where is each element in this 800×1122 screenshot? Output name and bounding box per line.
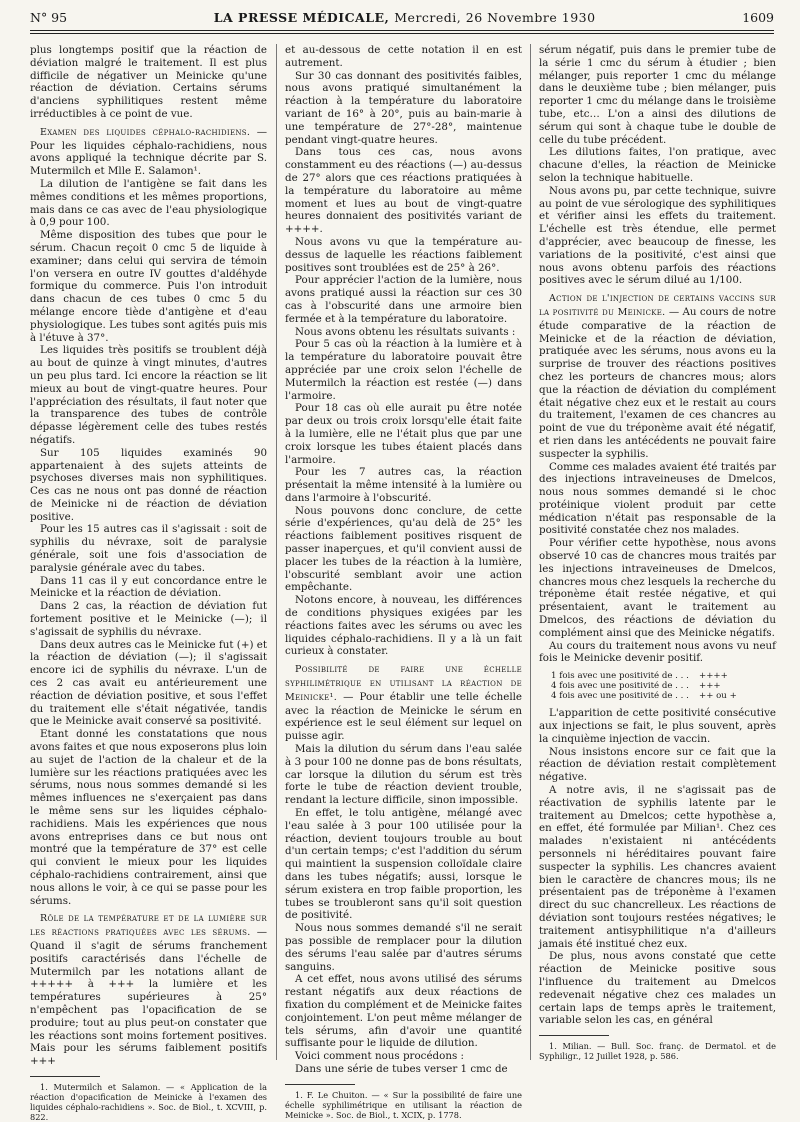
paragraph: Pour les 15 autres cas il s'agissait : soit de syphilis du névraxe, soit de paralysie générale, soit une fois d'association de paralysie générale avec du tabes.: [30, 523, 267, 574]
paragraph: Même disposition des tubes que pour le sérum. Chacun reçoit 0 cmc 5 de liquide à examiner; dans celui qui servira de témoin l'on versera en outre IV gouttes d'aldéhyde formique du commerce. Puis l'on introduit dans chacun de ces tubes 0 cmc 5 du mélange encore tiède d'antigène et d'eau physiologique. Les tubes sont agités puis mis à l'étuve à 37°.: [30, 229, 267, 344]
paragraph: Dans 11 cas il y eut concordance entre le Meinicke et la réaction de déviation.: [30, 574, 267, 600]
section-paragraph: [539, 292, 776, 460]
table-cell-label: 4 fois avec une positivité de . . .: [551, 691, 689, 702]
paragraph: A notre avis, il ne s'agissait pas de réactivation de syphilis latente par le traitement au Dmelcos; cette hypothèse a, en effet, été formulée par Milian¹. Chez ces malades n'existaient ni antécédents personnels ni héréditaires pouvant faire suspecter la syphilis. Les chancres avaient bien le caractère de chancres mous; ils ne présentaient pas de tréponème à l'examen direct du suc chancrelleux. Les réactions de déviation sont toujours restées négatives; le traitement antisyphilitique n'a d'ailleurs jamais été institué chez eux.: [539, 784, 776, 950]
paragraph: Les liquides très positifs se troublent déjà au bout de quinze à vingt minutes, d'autres un peu plus tard. Ici encore la réaction se lit mieux au bout de vingt-quatre heures. Pour l'appréciation des résultats, il faut noter que la transparence des tubes de contrôle dépasse légèrement celle des tubes restés négatifs.: [30, 344, 267, 446]
paragraph: plus longtemps positif que la réaction de déviation malgré le traitement. Il est plus difficile de négativer un Meinicke qu'une réaction de déviation. Certains sérums d'anciens syphilitiques restent même irréductibles à ce point de vue.: [30, 44, 267, 120]
paragraph: La dilution de l'antigène se fait dans les mêmes conditions et les mêmes proportions, mais dans ce cas avec de l'eau physiologique à 0,9 pour 100.: [30, 177, 267, 229]
column-3: [539, 44, 776, 1061]
paragraph: Etant donné les constatations que nous avons faites et que nous exposerons plus loin au sujet de l'action de la chaleur et de la lumière sur les réactions pratiquées avec les sérums, nous nous sommes demandé si les mêmes influences ne s'exerçaient pas dans le même sens sur les liquides céphalo-rachidiens. Mais les expériences que nous avons entreprises dans ce but nous ont montré que la température de 37° est celle qui convient le mieux pour les liquides céphalo-rachidiens contrairement, ainsi que nous allons le voir, à ce qui se passe pour les sérums.: [30, 728, 267, 907]
paragraph: L'apparition de cette positivité consécutive aux injections se fait, le plus souvent, après la cinquième injection de vaccin.: [539, 707, 776, 745]
column-divider: [530, 44, 531, 1060]
paragraph: Nous nous sommes demandé s'il ne serait pas possible de remplacer pour la dilution des sérums l'eau salée par d'autres sérums sanguins.: [285, 922, 522, 973]
paragraph: Nous avons vu que la température au-dessus de laquelle les réactions faiblement positives sont troublées est de 25° à 26°.: [285, 235, 522, 274]
issue-date: Mercredi, 26 Novembre 1930: [394, 9, 596, 25]
paragraph: Pour 18 cas où elle aurait pu être notée par deux ou trois croix lorsqu'elle était faite à la lumière, elle ne l'était plus que par une croix lorsque les tubes étaient placés dans l'armoire.: [285, 402, 522, 466]
paragraph: Dans deux autres cas le Meinicke fut (+) et la réaction de déviation (—); il s'agissait encore ici de syphilis du névraxe. L'un de ces 2 cas avait eu antérieurement une réaction de déviation positive, et sous l'effet du traitement elle s'était négativée, tandis que le Meinicke avait conservé sa positivité.: [30, 638, 267, 728]
paragraph: Voici comment nous procédons :: [295, 1050, 464, 1063]
section-text: — Pour établir une telle échelle avec la réaction de Meinicke le sérum en expérience est le seul élément sur lequel on puisse agir.: [285, 690, 522, 743]
table-cell-value: +++: [699, 681, 721, 692]
footnote: 1. F. Le Chuiton. — « Sur la possibilité de faire une échelle syphilimétrique en utilisant la réaction de Meinicke ». Soc. de Biol., t. XCIX, p. 1778.: [285, 1089, 522, 1120]
issue-number: N° 95: [30, 9, 68, 25]
journal-title: [214, 10, 596, 25]
footnote-rule: [30, 1076, 100, 1077]
paragraph: Dans 2 cas, la réaction de déviation fut fortement positive et le Meinicke (—); il s'agissait de syphilis du névraxe.: [30, 600, 267, 638]
paragraph: Au cours du traitement nous avons vu neuf fois le Meinicke devenir positif.: [539, 639, 776, 665]
paragraph: De plus, nous avons constaté que cette réaction de Meinicke positive sous l'influence du traitement au Dmelcos redevenait négative chez ces malades un certain laps de temps après le traitement, variable selon les cas, en général: [539, 950, 776, 1027]
footnote-rule: [285, 1084, 355, 1085]
footnote: 1. Milian. — Bull. Soc. franç. de Dermatol. et de Syphiligr., 12 Juillet 1928, p. 586.: [539, 1041, 776, 1062]
paragraph: et au-dessous de cette notation il en est autrement.: [285, 44, 522, 69]
section-paragraph: [30, 126, 267, 178]
table-cell-label: 1 fois avec une positivité de . . .: [551, 671, 689, 682]
column-divider: [276, 44, 277, 1060]
section-text: — Au cours de notre étude comparative de la réaction de Meinicke et de la réaction de déviation, pratiquée avec les sérums, nous avons eu la surprise de trouver des réactions positives chez les porteurs de chancres mous; alors que la réaction de déviation du complément était négative chez eux et le restait au cours du traitement, l'examen de ces chancres au point de vue du tréponème avait été négatif, et rien dans les antécédents ne pouvait faire suspecter la syphilis.: [539, 305, 777, 460]
table-cell-label: 4 fois avec une positivité de . . .: [551, 681, 689, 692]
paragraph: Comme ces malades avaient été traités par des injections intraveineuses de Dmelcos, nous nous sommes demandé si le choc protéinique violent produit par cette médication n'était pas responsable de la positivité constatée chez nos malades.: [539, 460, 776, 537]
column-2: [285, 44, 522, 1120]
journal-name: LA PRESSE MÉDICALE,: [213, 9, 390, 25]
section-text: — Quand il s'agit de sérums franchement positifs caractérisés dans l'échelle de Mutermilch par les notations allant de +++++ à +++ la lumière et les températures supérieures à 25° n'empêchent pas l'opacification de se produire; tout au plus peut-on constater que les réactions sont moins fortement positives. Mais pour les sérums faiblement positifs +++: [30, 926, 267, 1068]
section-heading: Possibilité de faire une échelle syphilimétrique en utilisant la réaction de Meinicke¹.: [285, 664, 522, 703]
paragraph: Nous avons pu, par cette technique, suivre au point de vue sérologique des syphilitiques et vérifier ainsi les effets du traitement. L'échelle est très étendue, elle permet d'apprécier, avec beaucoup de finesse, les variations de la positivité, c'est ainsi que nous avons obtenu parfois des réactions positives avec le sérum dilué au 1/100.: [539, 184, 776, 287]
table-row: [539, 691, 776, 701]
page-number: 1609: [742, 9, 774, 25]
results-table: [539, 671, 776, 701]
paragraph: Nous insistons encore sur ce fait que la réaction de déviation restait complètement négative.: [539, 745, 776, 784]
table-cell-value: ++ ou +: [699, 691, 737, 702]
paragraph: Sur 105 liquides examinés 90 appartenaient à des sujets atteints de psychoses diverses mais non syphilitiques. Ces cas ne nous ont pas donné de réaction de Meinicke ni de réaction de déviation positive.: [30, 446, 267, 523]
paragraph: En effet, le tolu antigène, mélangé avec l'eau salée à 3 pour 100 utilisée pour la réaction, devient toujours trouble au bout d'un certain temps; c'est l'addition du sérum qui maintient la suspension colloïdale claire dans les tubes négatifs; aussi, lorsque le sérum existera en trop faible proportion, les tubes se troubleront sans qu'il soit question de positivité.: [285, 807, 522, 922]
footnote-rule: [539, 1035, 609, 1036]
paragraph: Les dilutions faites, l'on pratique, avec chacune d'elles, la réaction de Meinicke selon la technique habituelle.: [539, 146, 776, 184]
paragraph: A cet effet, nous avons utilisé des sérums restant négatifs aux deux réactions de fixation du complément et de Meinicke faites conjointement. L'on peut même mélanger de tels sérums, afin d'avoir une quantité suffisante pour le liquide de dilution.: [285, 973, 522, 1050]
paragraph: Notons encore, à nouveau, les différences de conditions physiques exigées par les réactions faites avec les sérums ou avec les liquides céphalo-rachidiens. Il y a là un fait curieux à constater.: [285, 594, 522, 658]
section-paragraph: [285, 663, 522, 743]
table-row: [539, 681, 776, 691]
column-1: [30, 44, 267, 1122]
paragraph: Nous pouvons donc conclure, de cette série d'expériences, qu'au delà de 25° les réactions faiblement positives risquent de passer inaperçues, et qu'il convient aussi de placer les tubes de la réaction à la lumière, l'obscurité semblant avoir une action empêchante.: [285, 504, 522, 594]
section-text: — Pour les liquides céphalo-rachidiens, nous avons appliqué la technique décrite par S. Mutermilch et Mlle E. Salamon¹.: [30, 125, 267, 178]
section-heading: Action de l'injection de certains vaccins sur la positivité du Meinicke.: [539, 293, 776, 318]
paragraph: Pour vérifier cette hypothèse, nous avons observé 10 cas de chancres mous traités par les injections intraveineuses de Dmelcos, chancres mous chez lesquels la recherche du tréponème était restée négative, et qui présentaient, avant le traitement au Dmelcos, des réactions de déviation du complément ainsi que des Meinicke négatifs.: [539, 537, 776, 639]
header-rule: [30, 30, 774, 31]
paragraph: Pour 5 cas où la réaction à la lumière et à la température du laboratoire pouvait être appréciée par une croix selon l'échelle de Mutermilch la réaction est restée (—) dans l'armoire.: [285, 338, 522, 402]
paragraph: Nous avons obtenu les résultats suivants :: [295, 325, 516, 338]
paragraph: Dans une série de tubes verser 1 cmc de: [295, 1062, 508, 1075]
section-heading: Rôle de la température et de la lumière sur les réactions pratiquées avec les sérums.: [30, 913, 267, 939]
paragraph: sérum négatif, puis dans le premier tube de la série 1 cmc du sérum à étudier ; bien mélanger, puis reporter 1 cmc du mélange dans le deuxième tube ; bien mélanger, puis reporter 1 cmc du mélange dans le troisième tube, etc… L'on a ainsi des dilutions de sérum qui sont à chaque tube le double de celle du tube précédent.: [539, 44, 776, 146]
paragraph: Pour apprécier l'action de la lumière, nous avons pratiqué aussi la réaction sur ces 30 cas à l'obscurité dans une armoire bien fermée et à la température du laboratoire.: [285, 274, 522, 325]
paragraph: Dans tous ces cas, nous avons constamment eu des réactions (—) au-dessus de 27° alors que ces réactions pratiquées à la température du laboratoire au même moment et lues au bout de vingt-quatre heures donnaient des positivités variant de ++++.: [285, 146, 522, 236]
header-rule-2: [30, 33, 774, 34]
paragraph: Mais la dilution du sérum dans l'eau salée à 3 pour 100 ne donne pas de bons résultats, car lorsque la dilution du sérum est très forte le tube de réaction devient trouble, rendant la lecture difficile, sinon impossible.: [285, 743, 522, 807]
section-heading: Examen des liquides céphalo-rachidiens.: [40, 126, 251, 138]
paragraph: Sur 30 cas donnant des positivités faibles, nous avons pratiqué simultanément la réaction à la température du laboratoire variant de 16° à 20°, puis au bain-marie à une température de 27°-28°, maintenue pendant vingt-quatre heures.: [285, 69, 522, 146]
footnote: 1. Mutermilch et Salamon. — « Application de la réaction d'opacification de Meinicke à l'examen des liquides céphalo-rachidiens ». Soc. de Biol., t. XCVIII, p. 822.: [30, 1081, 267, 1122]
table-cell-value: ++++: [699, 671, 728, 682]
page-header: [30, 6, 774, 28]
paragraph: Pour les 7 autres cas, la réaction présentait la même intensité à la lumière ou dans l'armoire à l'obscurité.: [285, 466, 522, 504]
section-paragraph: [30, 912, 267, 1068]
table-row: [539, 671, 776, 681]
